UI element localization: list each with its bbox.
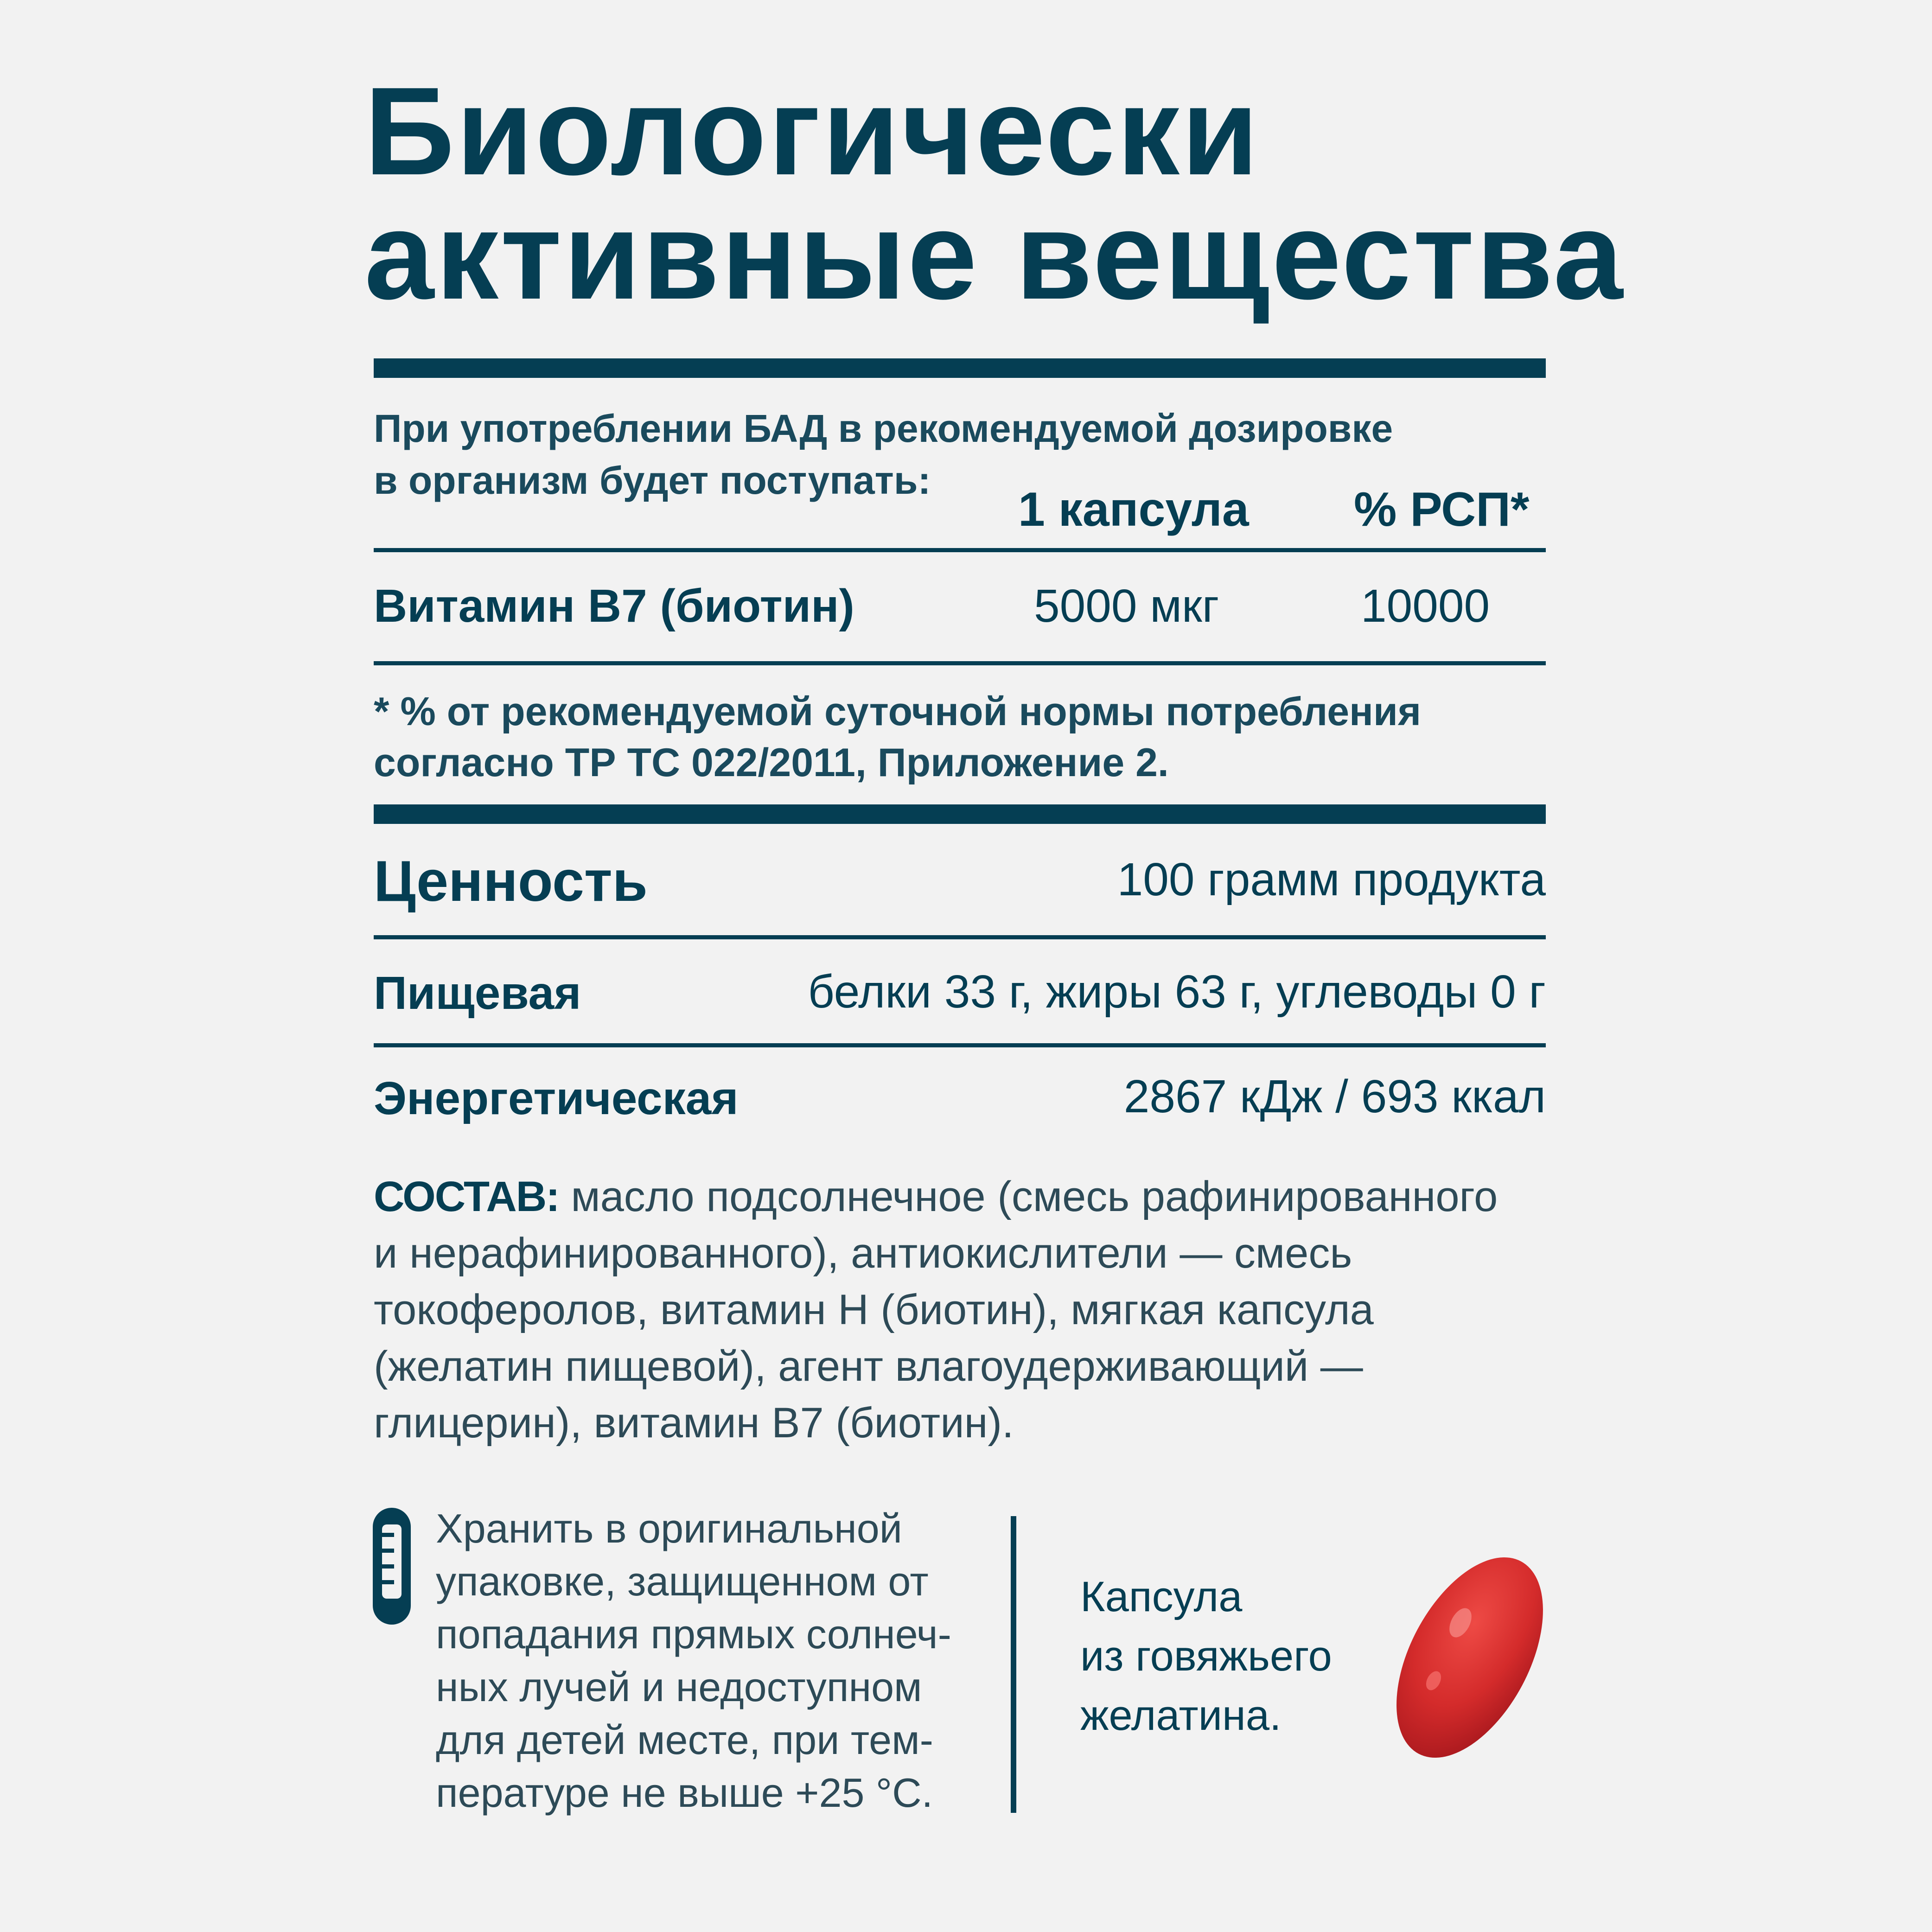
table-bottom-divider bbox=[374, 661, 1546, 665]
nutrition-row-value: белки 33 г, жиры 63 г, углеводы 0 г bbox=[808, 966, 1546, 1018]
capsule-line-2: из говяжьего bbox=[1080, 1632, 1332, 1680]
intro-line-1: При употреблении БАД в рекомендуемой дозировке bbox=[374, 407, 1393, 450]
storage-line-6: пературе не выше +25 °С. bbox=[436, 1770, 933, 1816]
nutrition-row-label: Пищевая bbox=[374, 967, 581, 1019]
storage-line-2: упаковке, защищенном от bbox=[436, 1558, 929, 1604]
composition-text-1: масло подсолнечное (смесь рафинированного bbox=[559, 1173, 1498, 1220]
storage-line-5: для детей месте, при тем- bbox=[436, 1717, 933, 1763]
top-divider bbox=[374, 358, 1546, 378]
page-title bbox=[364, 62, 1755, 325]
intro-line-2: в организм будет поступать: bbox=[374, 459, 931, 502]
column-header-dose: 1 капсула bbox=[1018, 483, 1249, 536]
thermometer-icon bbox=[371, 1506, 413, 1626]
footnote-line-1: * % от рекомендуемой суточной нормы потребления bbox=[374, 689, 1422, 734]
storage-line-1: Хранить в оригинальной bbox=[436, 1505, 902, 1551]
table-row-name: Витамин B7 (биотин) bbox=[374, 580, 854, 632]
value-title: Ценность bbox=[374, 849, 648, 913]
capsule-line-1: Капсула bbox=[1080, 1573, 1243, 1620]
storage-line-4: ных лучей и недоступном bbox=[436, 1664, 922, 1710]
composition-label: СОСТАВ: bbox=[374, 1173, 559, 1220]
intro-text bbox=[374, 402, 1486, 506]
capsule-line-3: желатина. bbox=[1080, 1692, 1282, 1739]
capsule-icon bbox=[1382, 1549, 1558, 1766]
table-row-dose: 5000 мкг bbox=[1034, 580, 1219, 632]
composition bbox=[374, 1168, 1561, 1451]
storage-line-3: попадания прямых солнеч- bbox=[436, 1611, 951, 1657]
footnote-line-2: согласно ТР ТС 022/2011, Приложение 2. bbox=[374, 740, 1169, 785]
composition-line-2: и нерафинированного), антиокислители — смесь bbox=[374, 1230, 1352, 1277]
footnote bbox=[374, 686, 1533, 788]
value-header-divider bbox=[374, 935, 1546, 939]
column-header-rsp: % РСП* bbox=[1354, 483, 1530, 536]
vertical-divider bbox=[1011, 1516, 1016, 1813]
energy-row-value: 2867 кДж / 693 ккал bbox=[1123, 1071, 1546, 1122]
value-unit: 100 грамм продукта bbox=[1117, 854, 1546, 905]
title-line-1: Биологически bbox=[364, 62, 1261, 201]
title-line-2: активные вещества bbox=[364, 186, 1625, 325]
composition-line-5: глицерин), витамин В7 (биотин). bbox=[374, 1399, 1014, 1447]
storage-instructions bbox=[436, 1502, 1020, 1819]
composition-line-1 bbox=[374, 1168, 1561, 1225]
table-header-divider bbox=[374, 548, 1546, 552]
composition-line-3: токоферолов, витамин Н (биотин), мягкая капсула bbox=[374, 1286, 1374, 1333]
table-row-rsp: 10000 bbox=[1361, 580, 1490, 632]
energy-row-label: Энергетическая bbox=[374, 1072, 739, 1124]
composition-line-4: (желатин пищевой), агент влагоудерживающий — bbox=[374, 1343, 1363, 1390]
value-divider bbox=[374, 804, 1546, 824]
nutrition-row-divider bbox=[374, 1043, 1546, 1047]
